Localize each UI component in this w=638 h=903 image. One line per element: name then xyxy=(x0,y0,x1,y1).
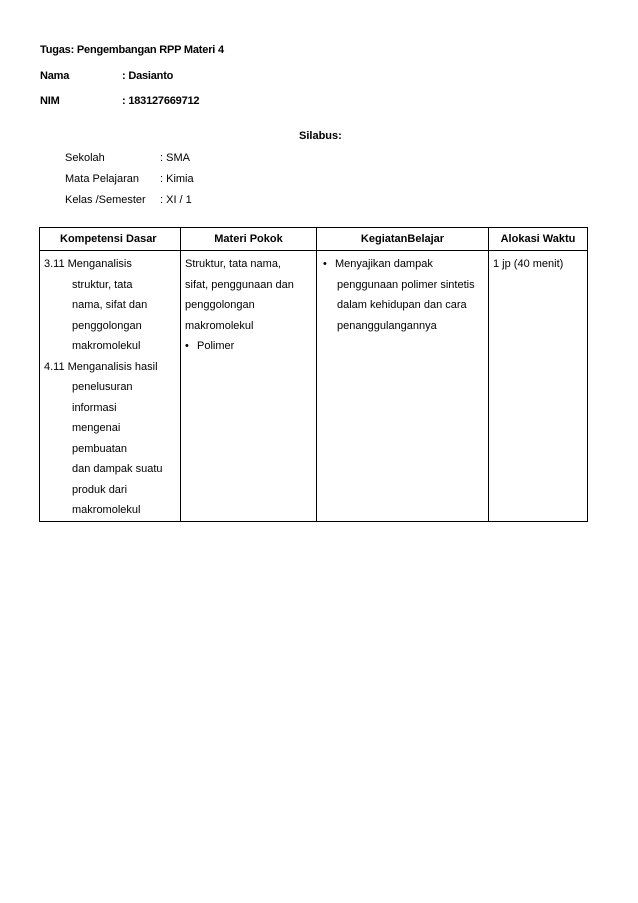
table-row xyxy=(40,251,588,522)
nim-label: NIM xyxy=(40,95,60,107)
silabus-title: Silabus: xyxy=(299,130,342,142)
document-title: Tugas: Pengembangan RPP Materi 4 xyxy=(40,44,224,56)
nim-row xyxy=(40,95,199,107)
materi-line: penggolongan xyxy=(185,299,255,311)
nama-label: Nama xyxy=(40,70,70,82)
kelas-label: Kelas /Semester xyxy=(65,194,146,206)
header-materi-pokok: Materi Pokok xyxy=(181,228,317,251)
nama-value: : Dasianto xyxy=(122,70,174,82)
sekolah-label: Sekolah xyxy=(65,152,105,164)
mapel-label: Mata Pelajaran xyxy=(65,173,139,185)
sekolah-value: : SMA xyxy=(160,152,190,164)
kd2-line: makromolekul xyxy=(72,504,141,516)
bullet-icon: • xyxy=(185,340,189,352)
kd2-line: informasi xyxy=(72,401,117,414)
materi-line: sifat, penggunaan dan xyxy=(185,278,294,291)
mapel-row xyxy=(65,173,194,185)
kegiatan-bullet-item xyxy=(321,254,484,275)
sekolah-row xyxy=(65,152,190,164)
kegiatan-line: penggunaan polimer sintetis xyxy=(337,278,475,291)
kd2-line: produk dari xyxy=(72,483,128,496)
kegiatan-line: penanggulangannya xyxy=(337,319,437,332)
kd1-line: nama, sifat dan xyxy=(72,299,148,311)
materi-line: Struktur, tata nama, xyxy=(185,258,281,270)
table-header-row xyxy=(40,228,588,251)
kd2-line: dan dampak suatu xyxy=(72,463,163,475)
kelas-row xyxy=(65,194,192,206)
cell-kegiatan-belajar xyxy=(317,251,489,522)
materi-bullet-item xyxy=(185,336,312,357)
nama-row xyxy=(40,70,173,82)
kd1-line: 3.11 Menganalisis xyxy=(44,258,132,270)
kd1-line: makromolekul xyxy=(72,340,141,352)
header-kompetensi-dasar: Kompetensi Dasar xyxy=(40,228,181,251)
cell-alokasi-waktu xyxy=(489,251,588,522)
silabus-table xyxy=(39,227,588,522)
kd2-line: pembuatan xyxy=(72,442,128,455)
kelas-value: : XI / 1 xyxy=(160,194,192,206)
cell-kompetensi-dasar xyxy=(40,251,181,522)
alokasi-value: 1 jp (40 menit) xyxy=(493,258,564,270)
materi-line: makromolekul xyxy=(185,319,254,332)
materi-bullet-text: Polimer xyxy=(197,340,235,352)
kd2-line: 4.11 Menganalisis hasil xyxy=(44,360,158,373)
cell-materi-pokok xyxy=(181,251,317,522)
nim-value: : 183127669712 xyxy=(122,95,200,107)
kegiatan-line: dalam kehidupan dan cara xyxy=(337,299,467,311)
bullet-icon: • xyxy=(323,258,327,270)
kd1-line: penggolongan xyxy=(72,319,142,332)
header-alokasi-waktu: Alokasi Waktu xyxy=(489,228,588,251)
kd2-line: penelusuran xyxy=(72,381,133,393)
kegiatan-first-line: Menyajikan dampak xyxy=(335,258,433,270)
mapel-value: : Kimia xyxy=(160,173,194,185)
header-kegiatan-belajar: KegiatanBelajar xyxy=(317,228,489,251)
kd1-line: struktur, tata xyxy=(72,278,133,291)
kd2-line: mengenai xyxy=(72,422,121,434)
